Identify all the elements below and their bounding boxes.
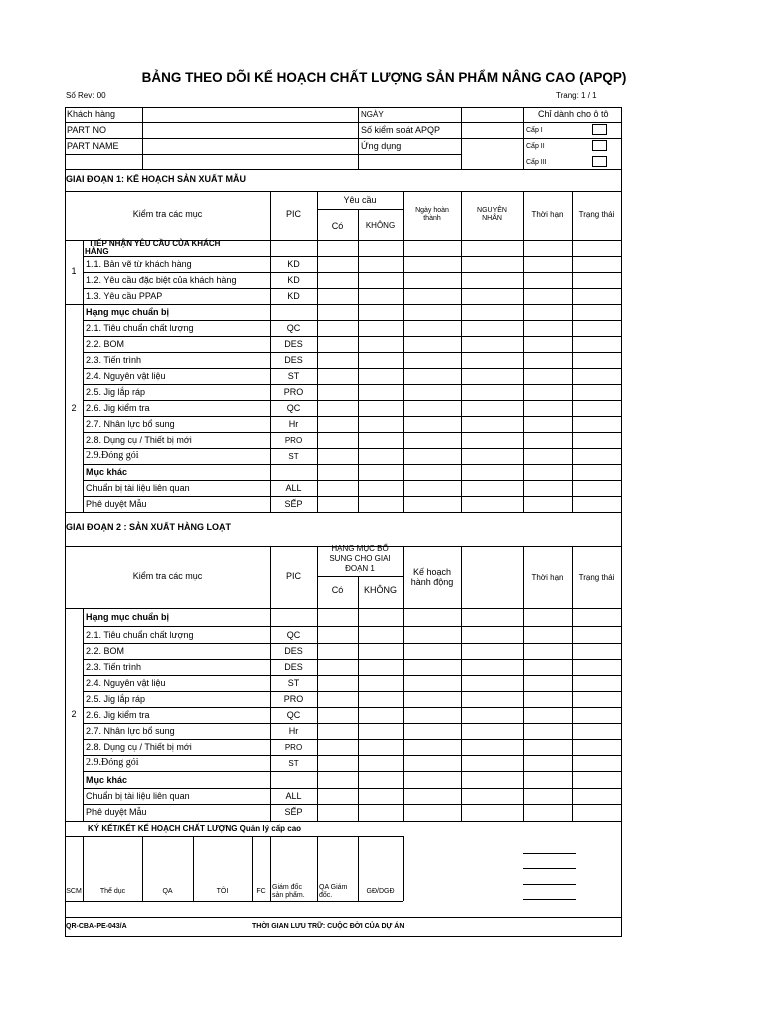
stage2-col-items: Kiểm tra các mục: [132, 571, 203, 581]
stage2-row-2-7: 2.7. Nhân lực bổ sung: [86, 726, 175, 736]
stage2-col-status: Trạng thái: [578, 573, 615, 582]
stage2-other-heading: Mục khác: [86, 775, 128, 785]
part-no-label: PART NO: [67, 125, 107, 135]
stage1-group1-title-1: TIẾP NHẬN YÊU CẦU CỦA KHÁCH: [89, 239, 221, 248]
stage1-row-2-4-pic: ST: [287, 371, 300, 381]
stage2-row-2-8: 2.8. Dụng cụ / Thiết bị mới: [86, 742, 192, 752]
stage2-approve-pic: SẾP: [284, 807, 303, 817]
stage2-col-add-2: SUNG CHO GIAI: [329, 554, 391, 563]
stage1-col-done-1: Ngày hoàn: [415, 207, 449, 214]
stage1-row-2-6-pic: QC: [286, 403, 301, 413]
stage2-col-no: KHÔNG: [363, 585, 397, 595]
stage2-row-2-2-pic: DES: [284, 646, 303, 656]
stage2-col-pic: PIC: [285, 571, 301, 581]
stage2-row-2-4-pic: ST: [287, 678, 300, 688]
stage1-prep-heading: Hạng mục chuẩn bị: [86, 307, 170, 317]
application-label: Ứng dụng: [361, 141, 402, 151]
stage1-row-2-5: 2.5. Jig lắp ráp: [86, 387, 146, 397]
stage2-docs: Chuẩn bị tài liệu liên quan: [86, 791, 190, 801]
stage1-col-req: Yêu cầu: [343, 195, 377, 205]
stage1-group2-number: 2: [71, 403, 77, 413]
stage2-col-yes: Có: [331, 585, 344, 595]
stage1-col-reason-1: NGUYÊN: [477, 207, 507, 214]
stage2-row-2-6-pic: QC: [286, 710, 301, 720]
stage2-title: GIAI ĐOẠN 2 : SẢN XUẤT HÀNG LOẠT: [66, 522, 232, 532]
stage1-col-reason-2: NHÂN: [482, 215, 502, 222]
stage1-approve-pic: SẾP: [284, 499, 303, 509]
stage2-row-2-6: 2.6. Jig kiểm tra: [86, 710, 150, 720]
stage1-row-2-8-pic: PRO: [284, 436, 303, 445]
page-title: BẢNG THEO DÕI KẾ HOẠCH CHẤT LƯỢNG SẢN PHẨM NÂNG CAO (APQP): [141, 70, 627, 85]
stage1-row-2-3-pic: DES: [284, 355, 303, 365]
stage2-row-2-5-pic: PRO: [283, 694, 304, 704]
stage2-row-2-8-pic: PRO: [284, 743, 303, 752]
signature-title: KÝ KẾT/KẾT KẾ HOẠCH CHẤT LƯỢNG Quản lý cấp cao: [88, 824, 302, 833]
stage1-group1-title-2: HÀNG: [85, 247, 109, 256]
stage2-row-2-7-pic: Hr: [288, 726, 299, 736]
stage1-group1-number: 1: [71, 266, 77, 276]
stage1-row-1-2-pic: KD: [287, 275, 300, 285]
stage2-row-2-2: 2.2. BOM: [86, 646, 125, 656]
customer-label: Khách hàng: [67, 109, 116, 119]
sign-gd-sp-1: Giám đốc: [272, 884, 302, 891]
form-code: QR-CBA-PE-043/A: [66, 923, 127, 930]
stage2-row-2-4: 2.4. Nguyên vật liệu: [86, 678, 166, 688]
stage1-row-2-8: 2.8. Dụng cụ / Thiết bị mới: [86, 435, 192, 445]
stage1-row-2-1-pic: QC: [286, 323, 301, 333]
stage1-row-2-7-pic: Hr: [288, 419, 299, 429]
stage1-col-done-2: thành: [423, 215, 441, 222]
stage1-row-2-2: 2.2. BOM: [86, 339, 125, 349]
level1-label: Cấp I: [526, 127, 543, 134]
stage1-row-1-1: 1.1. Bản vẽ từ khách hàng: [86, 259, 192, 269]
stage2-row-2-3: 2.3. Tiến trình: [86, 662, 142, 672]
level3-label: Cấp III: [526, 159, 547, 166]
sign-scm: SCM: [66, 888, 82, 895]
sign-qa: QA: [162, 888, 173, 895]
stage1-docs-pic: ALL: [285, 483, 302, 493]
sign-qa-gd-2: đốc.: [319, 892, 333, 899]
stage1-col-no: KHÔNG: [365, 221, 396, 230]
stage2-approve: Phê duyệt Mẫu: [86, 807, 147, 817]
page-number: Trang: 1 / 1: [556, 91, 597, 100]
stage1-row-2-9: 2.9.Đóng gói: [86, 450, 139, 461]
stage1-col-pic: PIC: [285, 209, 301, 219]
stage2-row-2-1-pic: QC: [286, 630, 301, 640]
stage1-row-1-3: 1.3. Yêu cầu PPAP: [86, 291, 163, 301]
stage1-row-1-3-pic: KD: [287, 291, 300, 301]
stage2-prep-heading: Hạng mục chuẩn bị: [86, 612, 170, 622]
date-label: NGÀY: [361, 110, 384, 119]
sign-the-duc: Thể dục: [99, 888, 126, 895]
sign-gd-sp-2: sản phẩm.: [272, 892, 305, 899]
auto-only-label: Chỉ dành cho ô tô: [538, 109, 609, 119]
stage1-other-heading: Mục khác: [86, 467, 128, 477]
sign-qa-gd-1: QA Giám: [319, 884, 348, 891]
part-name-label: PART NAME: [67, 141, 119, 151]
stage1-col-items: Kiểm tra các mục: [132, 209, 203, 219]
stage2-row-2-9: 2.9.Đóng gói: [86, 757, 139, 768]
stage1-col-status: Trạng thái: [578, 210, 615, 219]
stage1-row-2-1: 2.1. Tiêu chuẩn chất lượng: [86, 323, 194, 333]
stage2-col-plan-2: hành động: [410, 577, 454, 587]
retention-period: THỜI GIAN LƯU TRỮ: CUỘC ĐỜI CỦA DỰ ÁN: [252, 923, 405, 930]
stage2-col-add-1: HẠNG MỤC BỔ: [331, 544, 389, 553]
stage1-row-2-2-pic: DES: [284, 339, 303, 349]
stage1-docs: Chuẩn bị tài liệu liên quan: [86, 483, 190, 493]
stage2-docs-pic: ALL: [285, 791, 302, 801]
stage1-col-yes: Có: [331, 221, 344, 231]
sign-toi: TÔI: [216, 888, 229, 895]
stage1-row-1-2: 1.2. Yêu cầu đặc biệt của khách hàng: [86, 275, 237, 285]
stage2-col-add-3: ĐOẠN 1: [345, 564, 375, 573]
stage1-title: GIAI ĐOẠN 1: KẾ HOẠCH SẢN XUẤT MẪU: [66, 174, 247, 184]
stage2-row-2-5: 2.5. Jig lắp ráp: [86, 694, 146, 704]
stage2-col-plan-1: Kế hoạch: [412, 567, 452, 577]
stage2-group-number: 2: [71, 709, 77, 719]
stage1-approve: Phê duyệt Mẫu: [86, 499, 147, 509]
stage2-row-2-1: 2.1. Tiêu chuẩn chất lượng: [86, 630, 194, 640]
stage1-row-2-5-pic: PRO: [283, 387, 304, 397]
sign-gd-dgd: GĐ/DGĐ: [366, 888, 395, 895]
sign-fc: FC: [256, 888, 266, 895]
stage1-row-2-6: 2.6. Jig kiểm tra: [86, 403, 150, 413]
stage1-row-1-1-pic: KD: [287, 259, 300, 269]
stage2-row-2-3-pic: DES: [284, 662, 303, 672]
stage2-row-2-9-pic: ST: [288, 759, 299, 768]
stage1-row-2-7: 2.7. Nhân lực bổ sung: [86, 419, 175, 429]
stage1-row-2-9-pic: ST: [288, 452, 299, 461]
stage1-row-2-4: 2.4. Nguyên vật liệu: [86, 371, 166, 381]
revision-number: Số Rev: 00: [66, 91, 106, 100]
stage1-row-2-3: 2.3. Tiến trình: [86, 355, 142, 365]
level2-label: Cấp II: [526, 143, 545, 150]
apqp-control-label: Số kiểm soát APQP: [361, 125, 441, 135]
stage1-col-deadline: Thời hạn: [531, 210, 564, 219]
stage2-col-deadline: Thời hạn: [531, 573, 564, 582]
